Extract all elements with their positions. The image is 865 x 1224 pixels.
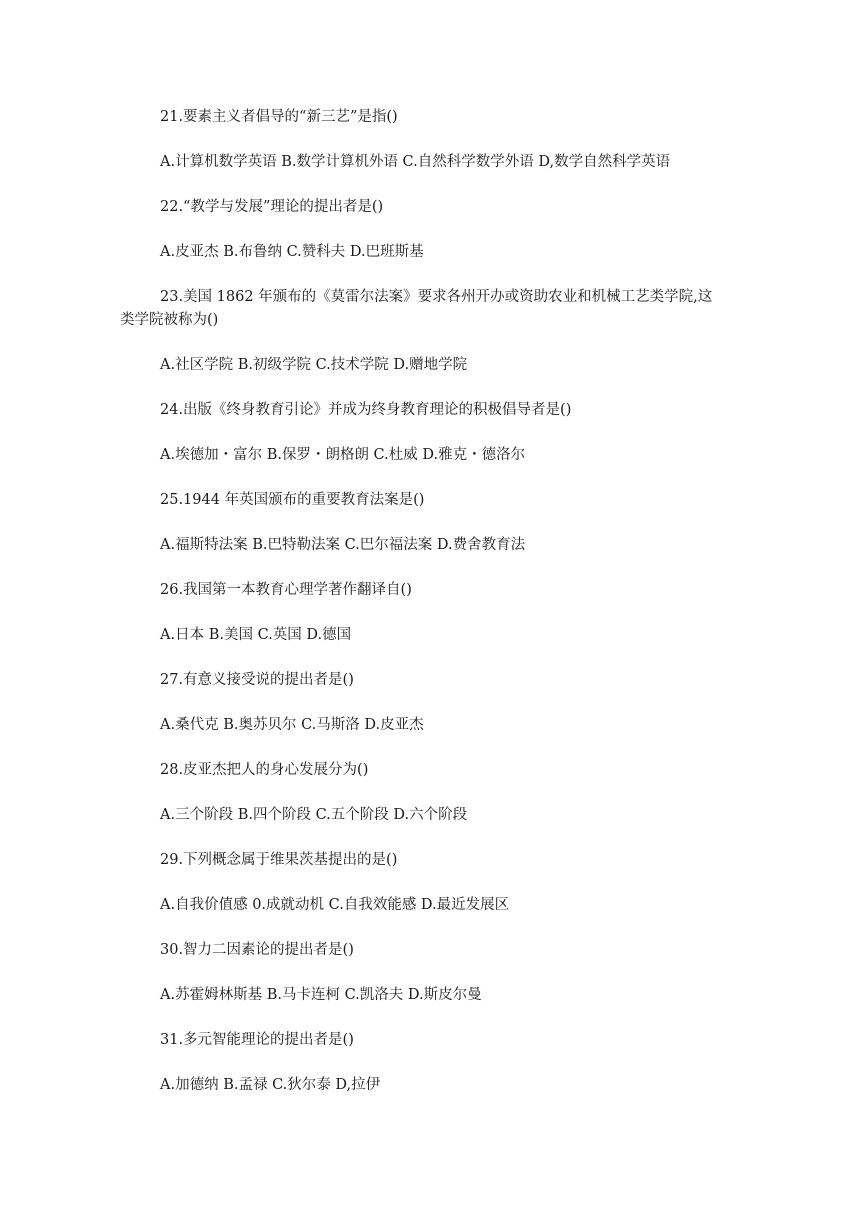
- options-23: A.社区学院 B.初级学院 C.技术学院 D.赠地学院: [160, 357, 468, 373]
- question-25: 25.1944 年英国颁布的重要教育法案是(): [160, 492, 425, 508]
- options-28: A.三个阶段 B.四个阶段 C.五个阶段 D.六个阶段: [160, 807, 468, 823]
- question-27: 27.有意义接受说的提出者是(): [160, 672, 354, 688]
- question-26: 26.我国第一本教育心理学著作翻译自(): [160, 582, 412, 598]
- question-22: 22.“教学与发展”理论的提出者是(): [160, 199, 384, 215]
- options-27: A.桑代克 B.奥苏贝尔 C.马斯洛 D.皮亚杰: [160, 717, 424, 733]
- options-21: A.计算机数学英语 B.数学计算机外语 C.自然科学数学外语 D,数学自然科学英语: [160, 154, 671, 170]
- options-25: A.福斯特法案 B.巴特勒法案 C.巴尔福法案 D.费舍教育法: [160, 537, 526, 553]
- question-24: 24.出版《终身教育引论》并成为终身教育理论的积极倡导者是(): [160, 402, 572, 418]
- question-28: 28.皮亚杰把人的身心发展分为(): [160, 762, 369, 778]
- options-24: A.埃德加・富尔 B.保罗・朗格朗 C.杜威 D.雅克・德洛尔: [160, 447, 526, 463]
- options-22: A.皮亚杰 B.布鲁纳 C.赞科夫 D.巴班斯基: [160, 244, 424, 260]
- options-30: A.苏霍姆林斯基 B.马卡连柯 C.凯洛夫 D.斯皮尔曼: [160, 987, 482, 1003]
- options-29: A.自我价值感 0.成就动机 C.自我效能感 D.最近发展区: [160, 897, 510, 913]
- question-31: 31.多元智能理论的提出者是(): [160, 1032, 354, 1048]
- options-26: A.日本 B.美国 C.英国 D.德国: [160, 627, 352, 643]
- question-29: 29.下列概念属于维果茨基提出的是(): [160, 852, 398, 868]
- question-23: 23.美国 1862 年颁布的《莫雷尔法案》要求各州开办或资助农业和机械工艺类学院,这类学院被称为(): [120, 289, 713, 328]
- question-21: 21.要素主义者倡导的“新三艺”是指(): [160, 109, 398, 125]
- options-31: A.加德纳 B.孟禄 C.狄尔泰 D,拉伊: [160, 1077, 381, 1093]
- question-30: 30.智力二因素论的提出者是(): [160, 942, 354, 958]
